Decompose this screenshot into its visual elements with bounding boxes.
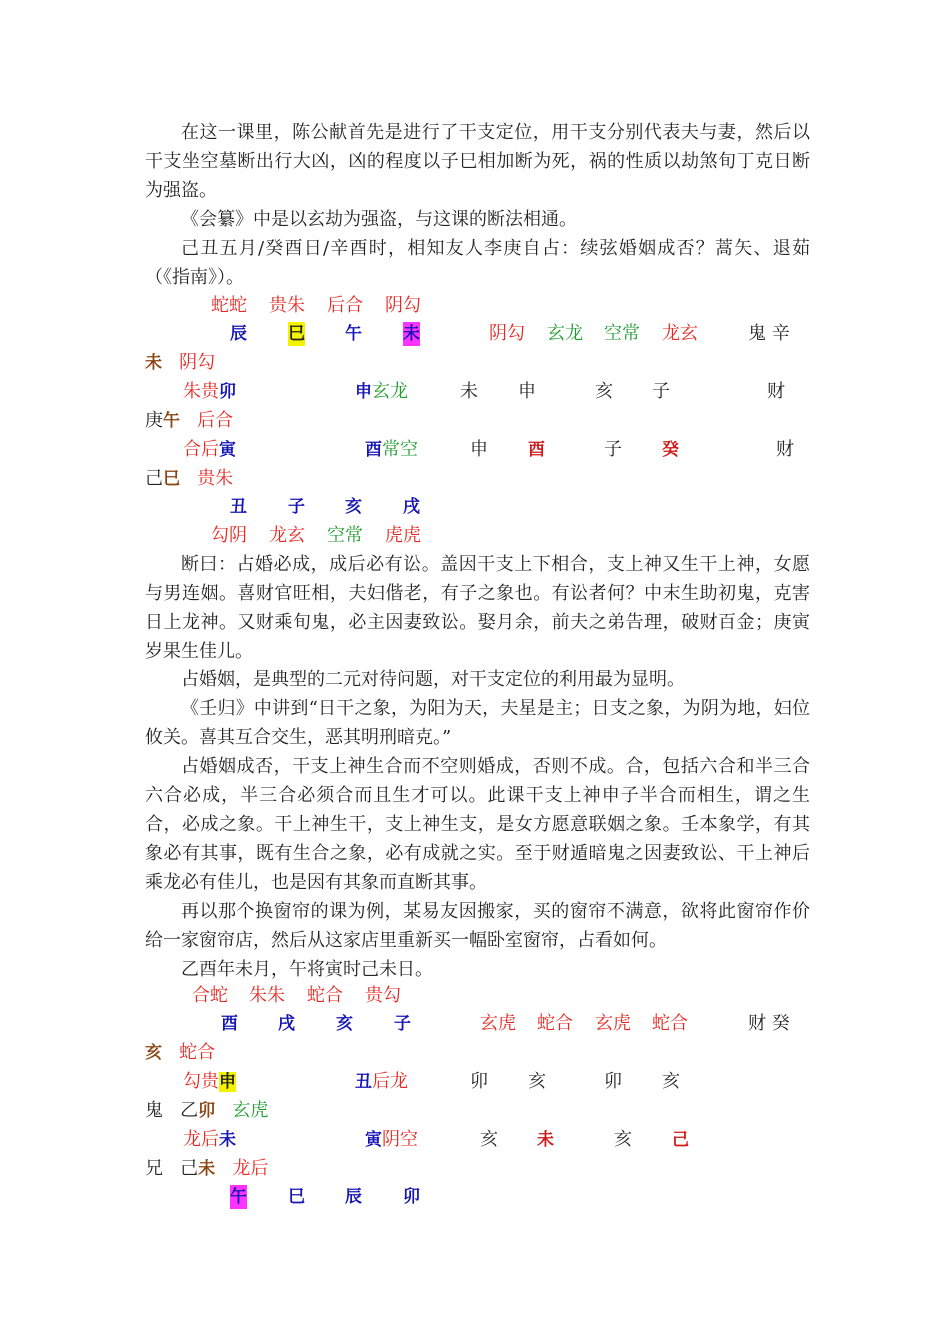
relation-label: 财: [776, 439, 794, 460]
lesson-branch: 亥: [528, 1071, 546, 1092]
paragraph: 在这一课里，陈公献首先是进行了干支定位，用干支分别代表夫与妻，然后以干支坐空墓断出行大凶，凶的程度以子巳相加断为死，祸的性质以劫煞旬丁克日断为强盗。: [145, 122, 810, 201]
top-general: 后合: [327, 295, 363, 316]
top-general: 蛇蛇: [211, 295, 247, 316]
lesson-branch: 卯: [470, 1071, 488, 1092]
top-branch: 辰: [230, 324, 247, 344]
lesson-branch: 子: [604, 439, 622, 460]
paragraph: 己丑五月/癸酉日/辛酉时，相知友人李庚自占：续弦婚姻成否？蒿矢、退茹（《指南》）。: [145, 238, 810, 288]
top-branch: 酉: [221, 1014, 238, 1034]
lesson-branch: 卯: [604, 1071, 622, 1092]
top-general: 朱朱: [249, 985, 285, 1006]
lesson-row-3-right: 寅阴空: [365, 1129, 418, 1150]
relation-label: 财: [767, 381, 785, 402]
lesson-row-2-left: 朱贵卯: [183, 381, 236, 402]
middle-transmission: 庚午 后合: [145, 410, 234, 431]
lesson-branch: 未: [537, 1130, 554, 1150]
bottom-general: 龙玄: [269, 525, 305, 546]
top-branch: 戌: [278, 1014, 295, 1034]
paragraph: 再以那个换窗帘的课为例，某易友因搬家，买的窗帘不满意，欲将此窗帘作价给一家窗帘店，然后从这家店里重新买一幅卧室窗帘，占看如何。: [145, 901, 810, 951]
paragraph: 《会纂》中是以玄劫为强盗，与这课的断法相通。: [181, 209, 577, 230]
paragraph: 乙酉年未月，午将寅时己未日。: [181, 959, 433, 980]
top-general: 阴勾: [385, 295, 421, 316]
final-transmission: 兄 己未 龙后: [145, 1158, 269, 1179]
bottom-branch: 卯: [403, 1187, 420, 1207]
paragraph: 断曰：占婚必成，成后必有讼。盖因干支上下相合，支上神又生干上神，女愿与男连姻。喜财官旺相，夫妇偕老，有子之象也。有讼者何？中末生助初鬼，克害日上龙神。又财乘旬鬼，必主因妻致讼。娶月余，前夫之弟告理，破财百金；庚寅岁果生佳儿。: [145, 554, 810, 662]
top-general: 蛇合: [307, 985, 343, 1006]
bottom-general: 虎虎: [385, 525, 421, 546]
lesson-row-2-right: 丑后龙: [355, 1071, 408, 1092]
lesson-row-3-left: 合后寅: [183, 439, 236, 460]
lesson-row-2-left: 勾贵申: [183, 1071, 236, 1092]
lesson-branch: 未: [460, 381, 478, 402]
lesson-branch: 亥: [595, 381, 613, 402]
bottom-branch-highlighted: 午: [230, 1187, 247, 1207]
paragraph: 占婚姻，是典型的二元对待问题，对干支定位的利用最为显明。: [181, 669, 685, 690]
bottom-branch: 巳: [288, 1187, 305, 1207]
lesson-branch: 亥: [662, 1071, 680, 1092]
four-lessons-general: 蛇合: [652, 1013, 688, 1034]
final-transmission: 己巳 贵朱: [145, 468, 234, 489]
line-header: 鬼 辛: [748, 323, 790, 344]
lesson-row-2-right: 申玄龙: [355, 381, 408, 402]
four-lessons-general: 龙玄: [662, 323, 698, 344]
lesson-branch: 亥: [480, 1129, 498, 1150]
bottom-branch: 戌: [403, 497, 420, 517]
top-general: 贵勾: [365, 985, 401, 1006]
line-header: 财 癸: [748, 1013, 790, 1034]
top-general: 合蛇: [192, 985, 228, 1006]
bottom-branch: 辰: [345, 1187, 362, 1207]
four-lessons-general: 阴勾: [489, 323, 525, 344]
lesson-branch: 申: [470, 439, 488, 460]
lesson-branch: 亥: [614, 1129, 632, 1150]
lesson-branch: 酉: [528, 440, 545, 460]
bottom-general: 空常: [327, 525, 363, 546]
lesson-row-3-right: 酉常空: [365, 439, 418, 460]
top-branch: 午: [345, 324, 362, 344]
top-branch-highlighted: 未: [403, 324, 420, 344]
top-branch: 亥: [336, 1014, 353, 1034]
bottom-branch: 丑: [230, 497, 247, 517]
bottom-general: 勾阴: [211, 525, 247, 546]
four-lessons-general: 空常: [604, 323, 640, 344]
initial-transmission: 亥 蛇合: [145, 1042, 216, 1063]
paragraph: 占婚姻成否，干支上神生合而不空则婚成，否则不成。合，包括六合和半三合六合必成，半三合必须合而且生才可以。此课干支上神申子半合而相生，谓之生合，必成之象。干上神生干，支上神生支，是女方愿意联姻之象。壬本象学，有其象必有其事，既有生合之象，必有成就之实。至于财遁暗鬼之因妻致讼、干上神后乘龙必有佳儿，也是因有其象而直断其事。: [145, 756, 810, 893]
top-general: 贵朱: [269, 295, 305, 316]
lesson-stem: 癸: [662, 440, 679, 460]
middle-transmission: 鬼 乙卯 玄虎: [145, 1100, 269, 1121]
lesson-row-3-left: 龙后未: [183, 1129, 236, 1150]
lesson-branch: 子: [652, 381, 670, 402]
four-lessons-general: 玄虎: [595, 1013, 631, 1034]
paragraph: 《壬归》中讲到“日干之象，为阳为天，夫星是主；日支之象，为阴为地，妇位攸关。喜其互合交生，恶其明刑暗克。”: [145, 698, 810, 748]
top-branch-highlighted: 巳: [288, 324, 305, 344]
bottom-branch: 子: [288, 497, 305, 517]
bottom-branch: 亥: [345, 497, 362, 517]
lesson-stem: 己: [672, 1130, 689, 1150]
four-lessons-general: 玄龙: [547, 323, 583, 344]
four-lessons-general: 蛇合: [537, 1013, 573, 1034]
lesson-branch: 申: [518, 381, 536, 402]
initial-transmission: 未 阴勾: [145, 352, 216, 373]
four-lessons-general: 玄虎: [480, 1013, 516, 1034]
top-branch: 子: [394, 1014, 411, 1034]
